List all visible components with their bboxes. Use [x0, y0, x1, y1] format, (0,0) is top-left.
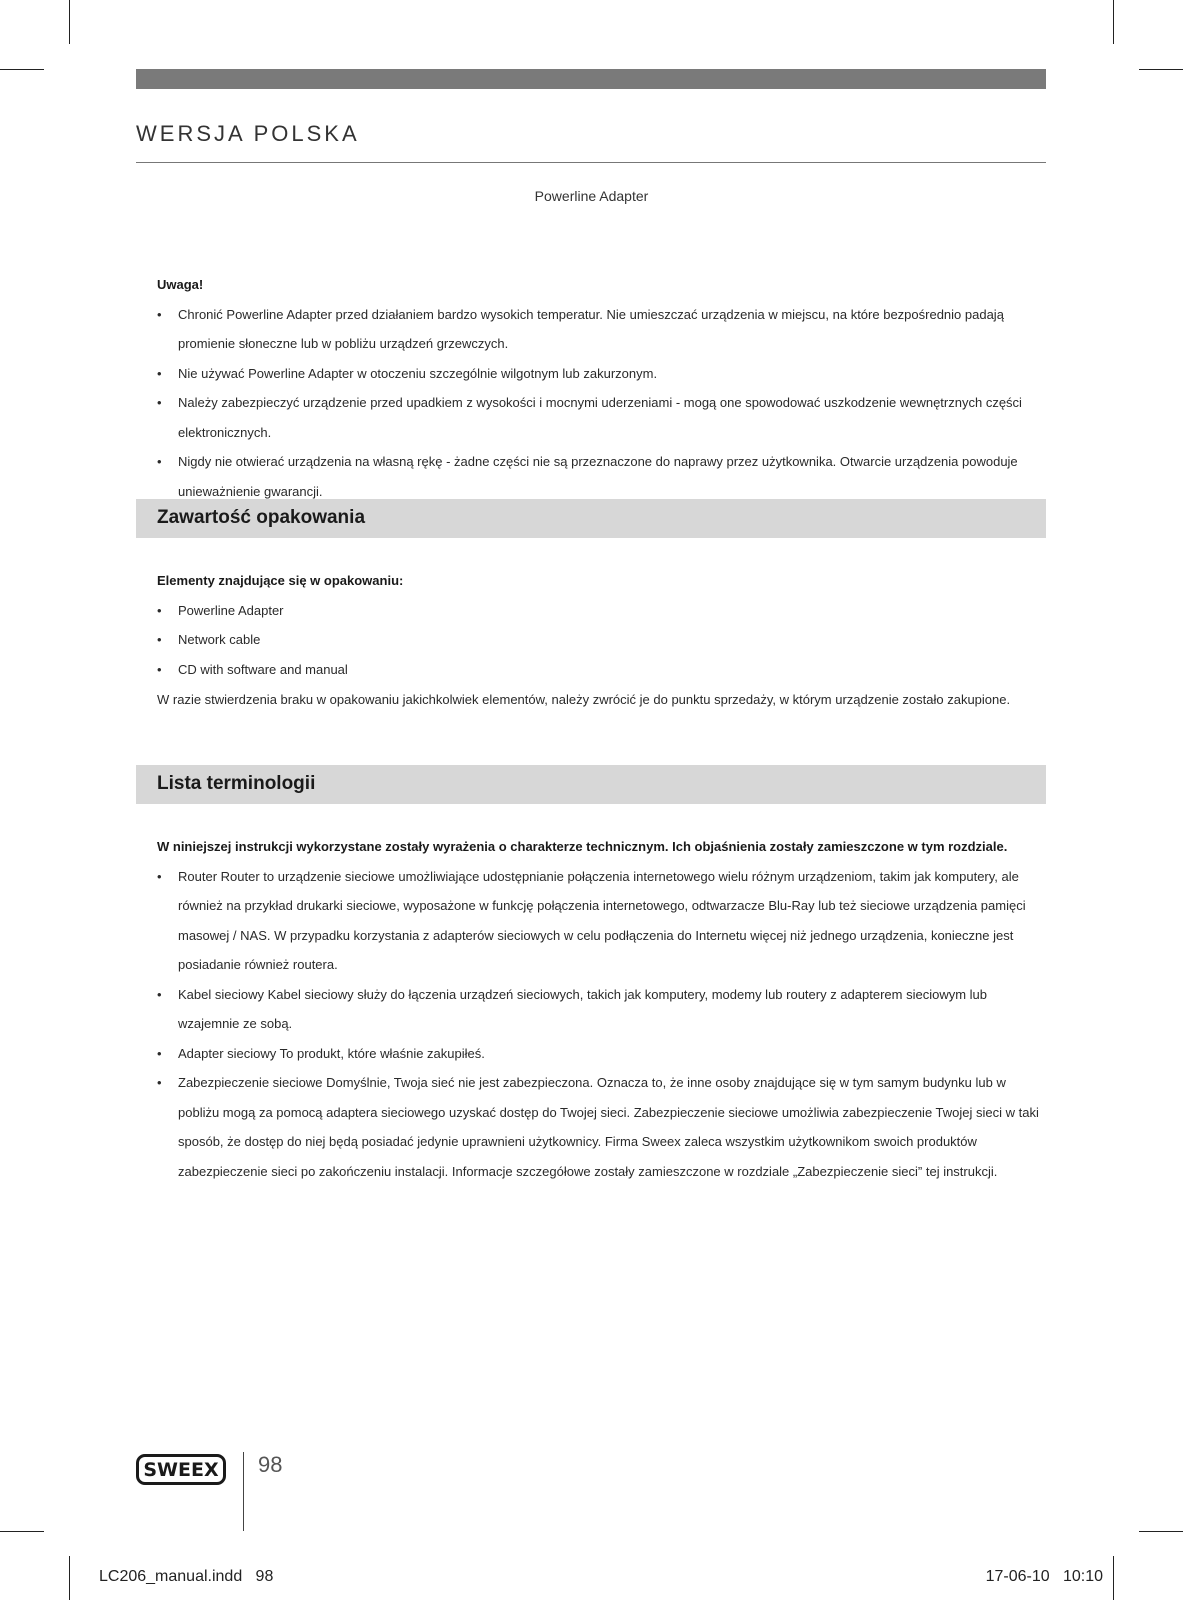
bullet-icon: •	[157, 365, 162, 381]
bullet-icon: •	[157, 1045, 162, 1061]
language-title: WERSJA POLSKA	[136, 121, 360, 146]
crop-mark	[1139, 69, 1183, 70]
list-item: • Powerline Adapter	[157, 596, 1047, 626]
list-item: • Zabezpieczenie sieciowe Domyślnie, Twoja sieć nie jest zabezpieczona. Oznacza to, że inne osoby znajdujące się w tym samym budynku lub w pobliżu mogą za pomocą adaptera sieciowego uzyskać dostęp do Twojej sieci. Zabezpieczenie sieciowe umożliwia zabezpieczenie Twojej sieci w taki sposób, że dostęp do niej będą posiadać jedynie uprawnieni użytkownicy. Firma Sweex zaleca wszystkim użytkownikom swoich produktów zabezpieczenie sieci po zakończeniu instalacji. Informacje szczegółowe zostały zamieszczone w rozdziale „Zabezpieczenie sieci” tej instrukcji.	[157, 1068, 1047, 1186]
list-item: • Adapter sieciowy To produkt, które właśnie zakupiłeś.	[157, 1039, 1047, 1069]
bullet-icon: •	[157, 661, 162, 677]
bullet-icon: •	[157, 454, 162, 469]
bullet-icon: •	[157, 395, 162, 410]
package-list	[157, 596, 1047, 685]
bullet-icon: •	[157, 632, 162, 647]
bullet-icon: •	[157, 306, 162, 322]
warning-heading: Uwaga!	[157, 277, 204, 292]
footer-divider	[243, 1452, 244, 1531]
crop-mark	[0, 69, 44, 70]
warning-list	[157, 300, 1047, 507]
list-item: • CD with software and manual	[157, 655, 1047, 685]
terminology-list	[157, 862, 1047, 1187]
list-item: • Kabel sieciowy Kabel sieciowy służy do łączenia urządzeń sieciowych, takich jak komputery, modemy lub routery z adapterem sieciowym lub wzajemnie ze sobą.	[157, 980, 1047, 1039]
crop-mark	[1113, 1556, 1114, 1600]
list-item: • Nigdy nie otwierać urządzenia na własną rękę - żadne części nie są przeznaczone do naprawy przez użytkownika. Otwarcie urządzenia powoduje unieważnienie gwarancji.	[157, 447, 1047, 506]
crop-mark	[1139, 1531, 1183, 1532]
package-note-block	[157, 685, 1047, 715]
section-title: Zawartość opakowania	[157, 507, 366, 528]
list-item: • Należy zabezpieczyć urządzenie przed upadkiem z wysokości i mocnymi uderzeniami - mogą one spowodować uszkodzenie wewnętrznych części elektronicznych.	[157, 388, 1047, 447]
list-item: • Nie używać Powerline Adapter w otoczeniu szczególnie wilgotnym lub zakurzonym.	[157, 359, 1047, 389]
page-number: 98	[258, 1452, 283, 1477]
package-intro: Elementy znajdujące się w opakowaniu:	[157, 573, 404, 588]
crop-mark	[0, 1531, 44, 1532]
slug-filename: LC206_manual.indd 98	[99, 1568, 274, 1585]
title-divider	[136, 162, 1046, 163]
bullet-icon: •	[157, 1075, 162, 1090]
bullet-icon: •	[157, 986, 162, 1002]
slug-datetime: 17-06-10 10:10	[985, 1568, 1103, 1585]
terminology-block	[157, 832, 1047, 1186]
package-block	[157, 566, 1047, 684]
section-header-terminology	[136, 765, 1046, 804]
list-item: • Network cable	[157, 625, 1047, 655]
list-item: • Router Router to urządzenie sieciowe umożliwiające udostępnianie połączenia internetowego wielu różnym urządzeniom, takim jak komputery, ale również na przykład drukarki sieciowe, wyposażone w funkcję połączenia internetowego, odtwarzacze Blu-Ray lub też sieciowe urządzenia pamięci masowej / NAS. W przypadku korzystania z adapterów sieciowych w celu podłączenia do Internetu więcej niż jednego urządzenia, konieczne jest posiadanie również routera.	[157, 862, 1047, 980]
bullet-icon: •	[157, 868, 162, 884]
header-bar	[136, 69, 1046, 89]
warning-block	[157, 270, 1047, 506]
crop-mark	[69, 1556, 70, 1600]
crop-mark	[69, 0, 70, 44]
product-name: Powerline Adapter	[534, 188, 649, 204]
section-header-package	[136, 499, 1046, 538]
sweex-logo: SWEEX	[136, 1454, 226, 1485]
package-note: W razie stwierdzenia braku w opakowaniu jakichkolwiek elementów, należy zwrócić je do punktu sprzedaży, w którym urządzenie zostało zakupione.	[157, 692, 1011, 707]
section-title: Lista terminologii	[157, 773, 316, 794]
terminology-intro: W niniejszej instrukcji wykorzystane zostały wyrażenia o charakterze technicznym. Ich objaśnienia zostały zamieszczone w tym rozdziale.	[157, 839, 1008, 854]
bullet-icon: •	[157, 602, 162, 618]
list-item: • Chronić Powerline Adapter przed działaniem bardzo wysokich temperatur. Nie umieszczać urządzenia w miejscu, na które bezpośrednio padają promienie słoneczne lub w pobliżu urządzeń grzewczych.	[157, 300, 1047, 359]
crop-mark	[1113, 0, 1114, 44]
